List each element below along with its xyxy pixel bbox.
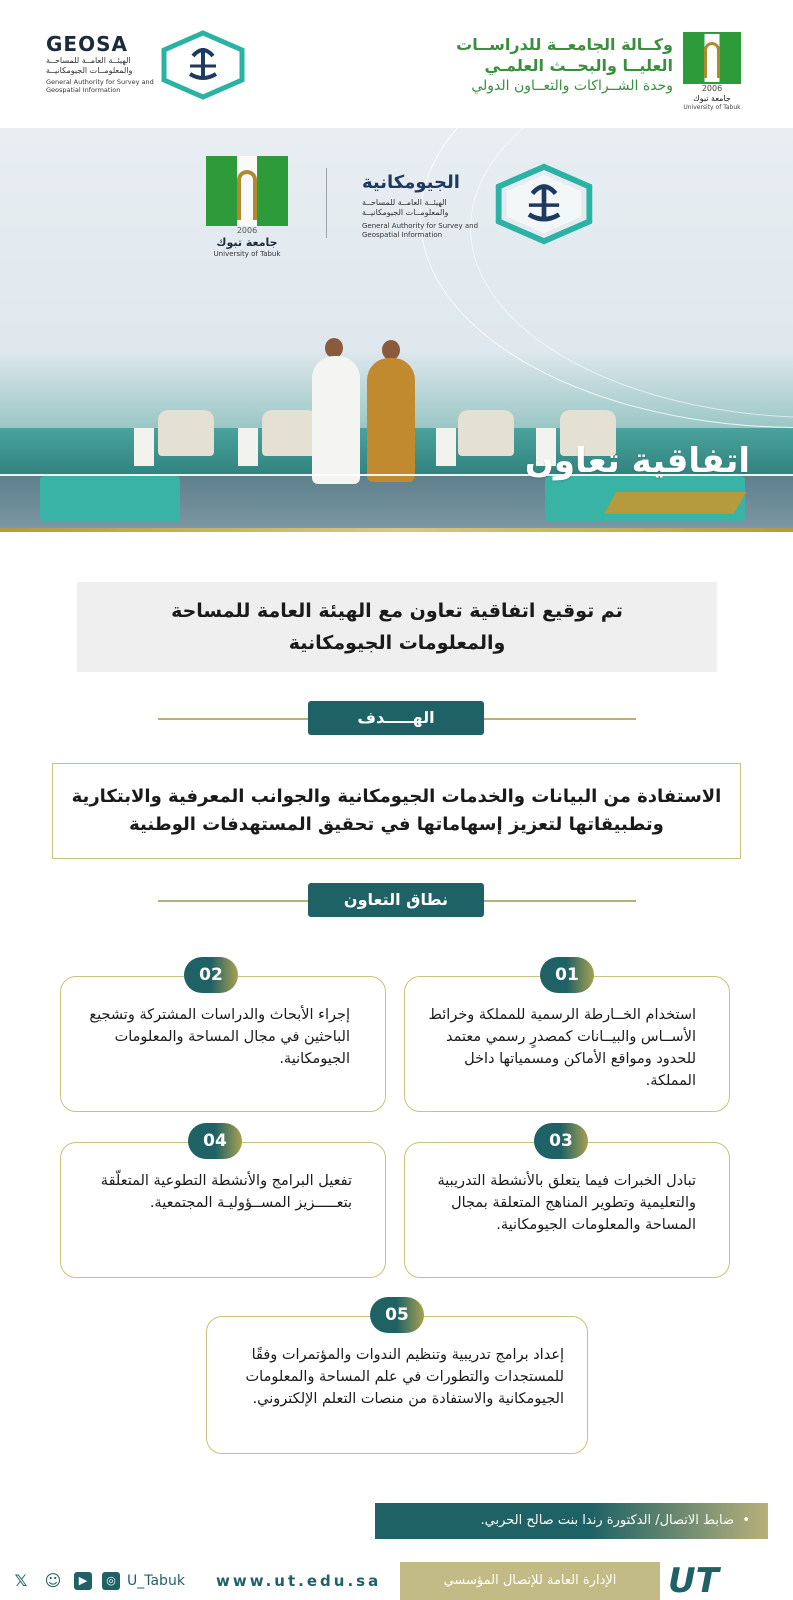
geosa-wordmark: GEOSA <box>46 32 128 56</box>
hero-photo <box>0 128 793 532</box>
contact-person-text: ضابط الاتصال/ الدكتورة رندا بنت صالح الحربي. <box>480 1513 734 1528</box>
hero-banner-title: اتفاقية تعاون <box>524 441 750 481</box>
scope-number-badge: 02 <box>184 957 238 993</box>
person-signatory <box>367 358 415 482</box>
website-link[interactable]: www.ut.edu.sa <box>216 1572 382 1590</box>
hero-geosa-name-en: General Authority for Survey and Geospatial Information <box>362 222 479 239</box>
goal-box <box>52 763 741 859</box>
scope-card-text: استخدام الخــارطة الرسمية للمملكة وخرائط الأســاس والبيــانات كمصدرٍ رسمي معتمد للحدود ومواقع الأماكن ومسمياتها داخل المملكة. <box>428 1007 696 1089</box>
hero-geosa-name-ar: الهيئــة العامــة للمساحــة والمعلومــات الجيومكانيــة <box>362 198 449 217</box>
intro-text: تم توقيع اتفاقية تعاون مع الهيئة العامة للمساحة والمعلومات الجيومكانية <box>171 600 623 654</box>
scope-card-text: إجراء الأبحاث والدراسات المشتركة وتشجيع الباحثين في مجال المساحة والمعلومات الجيومكانية. <box>89 1007 350 1067</box>
banner-accent <box>604 492 747 514</box>
geosa-name-ar: الهيئــة العامــة للمساحــة والمعلومــات الجيومكانيــة <box>46 56 133 75</box>
ut-arch-icon <box>704 42 720 78</box>
scope-number-badge: 05 <box>370 1297 424 1333</box>
youtube-icon[interactable]: ▶ <box>74 1572 92 1590</box>
footer-department: الإدارة العامة للإتصال المؤسسي <box>400 1562 660 1600</box>
geosa-emblem-icon <box>160 30 246 100</box>
university-of-tabuk-logo <box>683 32 741 111</box>
scope-number-badge: 03 <box>534 1123 588 1159</box>
side-table <box>238 428 258 466</box>
chair <box>262 410 318 456</box>
hero-bottom-border <box>0 528 793 532</box>
hero-ut-year: 2006 <box>236 226 258 235</box>
hero-ut-name-en: University of Tabuk <box>213 250 281 258</box>
ut-footer-logo: UT <box>668 1561 719 1600</box>
scope-number-badge: 04 <box>188 1123 242 1159</box>
contact-person-bar <box>375 1503 768 1539</box>
x-icon[interactable]: 𝕏 <box>14 1571 28 1590</box>
ut-arch-icon <box>237 170 257 220</box>
goal-text: الاستفادة من البيانات والخدمات الجيومكانية والجوانب المعرفية والابتكارية وتطبيقاتها لتعزيز إسهاماتها في تحقيق المستهدفات الوطنية <box>71 786 722 835</box>
scope-card-text: إعداد برامج تدريبية وتنظيم الندوات والمؤتمرات وفقًا للمستجدات والتطورات في علم المساحة والمعلومات الجيومكانية والاستفادة من منصات التعلم الإلكتروني. <box>245 1347 564 1407</box>
vice-presidency-title <box>353 34 673 96</box>
bullet-icon: • <box>742 1513 750 1528</box>
hero-geosa-name: الجيومكانية <box>362 172 460 193</box>
instagram-icon[interactable]: ◎ <box>102 1572 120 1590</box>
scope-card-text: تفعيل البرامج والأنشطة التطوعية المتعلّقة بتعـــــزيز المســؤوليـة المجتمعية. <box>100 1173 352 1211</box>
social-handle[interactable]: U_Tabuk <box>127 1573 185 1589</box>
page-header <box>0 0 793 128</box>
stage-step <box>40 476 180 522</box>
vice-line-1: وكــالة الجامعــة للدراســات <box>456 35 673 54</box>
goal-heading: الهـــــدف <box>308 701 484 735</box>
person-head <box>382 340 400 360</box>
side-table <box>134 428 154 466</box>
intro-box <box>77 582 717 672</box>
ut-logo-name-ar: جامعة تبوك <box>693 94 731 103</box>
scope-card-text: تبادل الخبرات فيما يتعلق بالأنشطة التدريبية والتعليمية وتطوير المناهج المتعلقة بمجال المساحة والمعلومات الجيومكانية. <box>437 1173 696 1233</box>
logo-divider <box>326 168 327 238</box>
side-table <box>436 428 456 466</box>
chair <box>158 410 214 456</box>
snapchat-icon[interactable]: ☺ <box>44 1571 62 1590</box>
vice-line-3: وحدة الشــراكات والتعــاون الدولي <box>471 78 673 94</box>
vice-line-2: العليــا والبحــث العلمـي <box>484 56 673 75</box>
geosa-name-en: General Authority for Survey and Geospatial Information <box>46 78 154 94</box>
hero-ut-name-ar: جامعة تبوك <box>216 236 278 249</box>
person-head <box>325 338 343 358</box>
geosa-emblem-icon <box>494 162 594 246</box>
hero-ut-logo <box>206 156 288 260</box>
page-footer <box>0 1562 793 1600</box>
scope-number-badge: 01 <box>540 957 594 993</box>
ut-logo-year: 2006 <box>701 84 723 93</box>
scope-heading: نطاق التعاون <box>308 883 484 917</box>
person-signatory <box>312 356 360 484</box>
ut-logo-name-en: University of Tabuk <box>683 104 741 111</box>
